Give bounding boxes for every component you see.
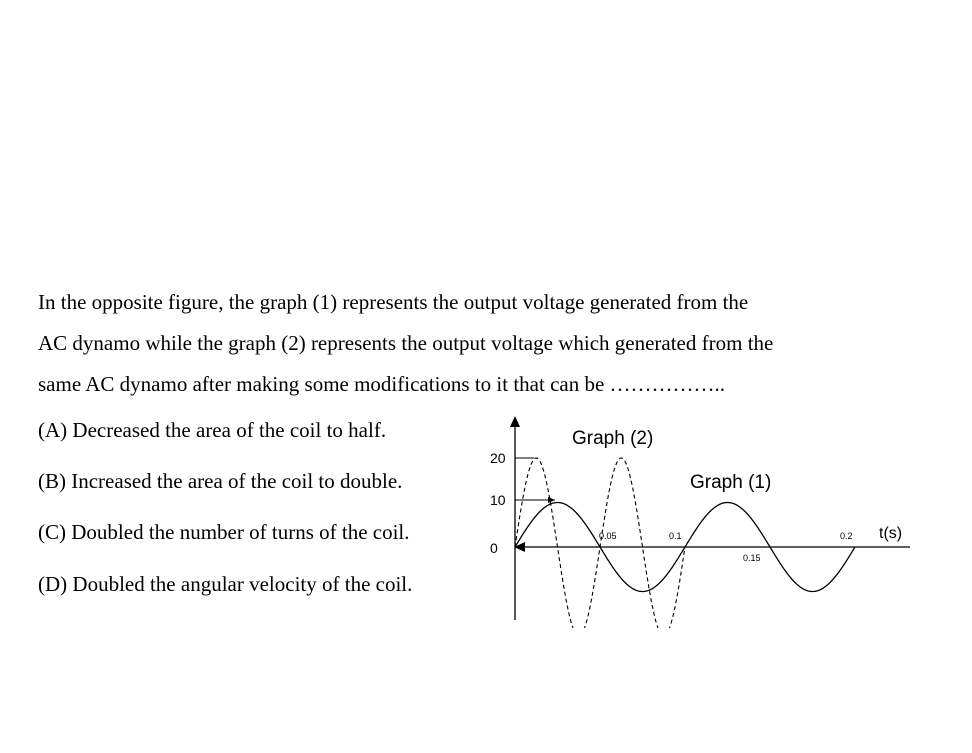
graph-1-label: Graph (1) bbox=[690, 472, 772, 493]
x-tick-0.15: 0.15 bbox=[743, 553, 761, 563]
option-d[interactable]: (D) Doubled the angular velocity of the coil. bbox=[38, 572, 413, 596]
option-a[interactable]: (A) Decreased the area of the coil to half. bbox=[38, 418, 387, 442]
y-axis-arrow bbox=[510, 416, 520, 427]
option-c[interactable]: (C) Doubled the number of turns of the coil. bbox=[38, 520, 410, 544]
option-b[interactable]: (B) Increased the area of the coil to double. bbox=[38, 469, 403, 493]
x-tick-0.05: 0.05 bbox=[599, 531, 617, 541]
y-tick-10: 10 bbox=[490, 492, 506, 508]
question-line-3: same AC dynamo after making some modifications to it that can be …………….. bbox=[38, 372, 726, 396]
voltage-time-graph bbox=[470, 408, 920, 628]
graph-2-curve bbox=[515, 458, 685, 628]
x-tick-0.2: 0.2 bbox=[840, 531, 853, 541]
question-line-1: In the opposite figure, the graph (1) represents the output voltage generated from the bbox=[38, 290, 749, 314]
graph-2-label: Graph (2) bbox=[572, 428, 654, 449]
question-line-2: AC dynamo while the graph (2) represents the output voltage which generated from the bbox=[38, 331, 774, 355]
y-tick-20: 20 bbox=[490, 450, 506, 466]
x-tick-0.1: 0.1 bbox=[669, 531, 682, 541]
x-axis-label: t(s) bbox=[879, 525, 903, 542]
question-text bbox=[38, 282, 872, 405]
y-tick-0: 0 bbox=[490, 540, 498, 556]
